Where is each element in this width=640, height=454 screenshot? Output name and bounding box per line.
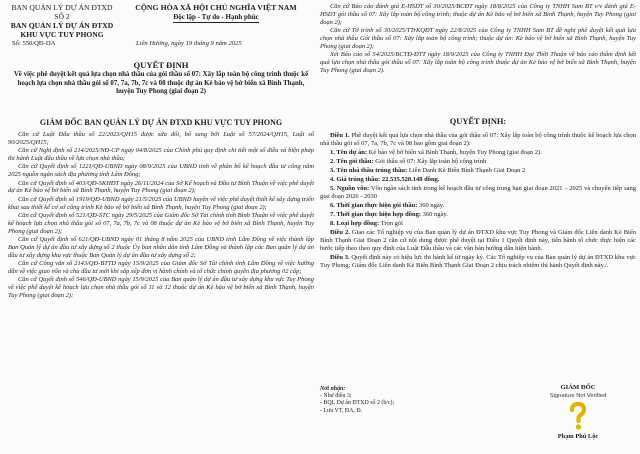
signer-name: Phạm Phú Lộc	[557, 433, 599, 440]
item-label: 6. Thời gian thực hiện gói thầu:	[330, 202, 418, 209]
legal-basis: Căn cứ Quyết định số 521/QĐ-STC ngày 29/5/2025 của Giám đốc Sở Tài chính tỉnh Bình Thuận về việc phê duyệt kế hoạch lựa chọn nhà thầu gói số 07, 7a, 7b, 7c và 08 thuộc dự án Kè bảo vệ bờ biển xã Bình Thạnh, huyện Tuy Phong (giai đoạn 2);	[8, 211, 314, 235]
legal-basis: Căn cứ Nghị định số 214/2025/NĐ-CP ngày 04/8/2025 của Chính phủ quy định chi tiết một số điều và biện pháp thi hành Luật đấu thầu về lựa chọn nhà thầu;	[8, 147, 314, 163]
item-value: 22.535.528.148 đồng.	[381, 176, 440, 183]
legal-basis: Xét Báo cáo số 54/2025/BCTĐ-ĐTT ngày 18/9/2025 của Công ty TNHH Đại Thời Thuận về báo cáo thẩm định kết quả lựa chọn nhà thầu gói thầu số 07: Xây lắp toàn bộ công trình thuộc dự án Kè bảo vệ bờ biển xã Bình Thạnh, huyện Tuy Phong (giai đoạn 2).	[320, 51, 636, 74]
agency-line-3: KHU VỰC TUY PHONG	[20, 30, 104, 39]
decision-title: QUYẾT ĐỊNH	[133, 60, 189, 70]
recipient-item: - Như điều 3;	[320, 393, 352, 400]
item-value: 360 ngày.	[422, 211, 448, 218]
article-2-head: Điều 2.	[330, 229, 350, 236]
legal-basis: Căn cứ Báo cáo đánh giá E-HSDT số 30/2025/BCĐT ngày 18/8/2025 của Công ty TNHH Sam BT v/v đánh giá E-HSDT gói thầu số 07: Xây lắp toàn bộ công trình; thuộc dự án Kè bảo vệ bờ biển xã Bình Thạnh, huyện Tuy Phong (giai đoạn 2);	[320, 3, 636, 26]
article-1-item	[320, 167, 636, 175]
legal-bases-right	[320, 3, 636, 75]
article-1-head: Điều 1.	[330, 132, 350, 139]
agency-line-1: BAN QUẢN LÝ DỰ ÁN ĐTXD SỐ 2	[11, 3, 113, 21]
recipient-item: - BQL Dự án ĐTXD số 2 (b/c);	[320, 400, 395, 407]
question-mark-icon	[565, 401, 591, 431]
legal-basis: Căn cứ Quyết định số 1221/QĐ-UBND ngày 08/9/2025 của UBND tỉnh về phân bổ kế hoạch đầu tư công năm 2025 nguồn ngân sách địa phương tỉnh Lâm Đồng;	[8, 163, 314, 179]
item-value: Gói thầu số 07: Xây lắp toàn bộ công trình	[375, 158, 487, 165]
legal-basis: Căn cứ Tờ trình số 30/2025/TTrKQĐT ngày 22/8/2025 của Công ty TNHH Sam BT đề nghị phê duyệt kết quả lựa chọn nhà thầu Gói thầu số 07: Xây lắp toàn bộ công trình; thuộc dự án: Kè bảo vệ bờ biển xã Bình Thạnh, huyện Tuy Phong (giai đoạn 2);	[320, 27, 636, 50]
article-3-text: Quyết định này có hiệu lực thi hành kể từ ngày ký. Các Tổ nghiệp vụ của Ban quản lý dự án ĐTXD khu vực Tuy Phong; Giám đốc Liên danh Kè Biển Bình Thạnh Giai Đoạn 2 chịu trách nhiệm thi hành Quyết định này./.	[320, 254, 636, 269]
article-3	[320, 254, 636, 270]
legal-basis: Căn cứ Quyết định số 546/QĐ-UBND ngày 15/9/2025 của Ban quản lý dự án đầu tư xây dựng khu vực Tuy Phong về việc phê duyệt kế hoạch lựa chọn nhà thầu gói số 11 và 12 thuộc dự án Kè bảo vệ bờ biển xã Bình Thạnh, huyện Tuy Phong (giai đoạn 2);	[8, 276, 314, 299]
legal-basis: Căn cứ Quyết định số 621/QĐ-UBND ngày 01 tháng 8 năm 2025 của UBND tỉnh Lâm Đồng về việc thành lập Ban Quản lý dự án đầu tư xây dựng số 2 thuộc Ủy ban nhân dân tỉnh Lâm Đồng và thành lập các Ban quản lý dự án đầu tư xây dựng khu vực thuộc Ban Quản lý dự án đầu tư xây dựng số 2;	[8, 235, 314, 259]
national-motto: Độc lập - Tự do - Hạnh phúc	[173, 13, 259, 24]
legal-basis: Căn cứ Luật Đấu thầu số 22/2023/QH15 được sửa đổi, bổ sung bởi Luật số 57/2024/QH15, Luật số 90/2025/QH15;	[8, 131, 314, 146]
document-number: Số: 550/QĐ-DA	[12, 40, 56, 47]
article-1-item	[320, 185, 636, 201]
national-header	[116, 3, 316, 23]
article-1-item	[320, 211, 636, 219]
article-1-text: Phê duyệt kết quả lựa chọn nhà thầu của gói thầu số 07: Xây lắp toàn bộ công trình thuộc kế hoạch lựa chọn nhà thầu gói số 07, 7a, 7b, 7c và 08 bao gồm giai đoạn 2):	[320, 132, 637, 147]
article-1-item	[320, 202, 636, 210]
legal-bases-left	[8, 131, 314, 300]
item-value: Trọn gói	[380, 220, 403, 227]
legal-basis: Căn cứ Quyết định số 403/QĐ-SKHĐT ngày 26/11/2024 của Sở Kế hoạch và Đầu tư Bình Thuận về việc phê duyệt dự án Kè bảo vệ bờ biển xã Bình Thạnh, huyện Tuy Phong (giai đoạn 2);	[8, 179, 314, 195]
issuing-authority: GIÁM ĐỐC BAN QUẢN LÝ DỰ ÁN ĐTXD KHU VỰC TUY PHONG	[39, 118, 283, 127]
article-2-text: Giao các Tổ nghiệp vụ của Ban quản lý dự án ĐTXD khu vực Tuy Phong và Giám đốc Liên danh Kè Biển Bình Thạnh Giai Đoạn 2 căn cứ nội dung được phê duyệt tại Điều 1 Quyết định này, tiến hành tổ chức thực hiện các bước tiếp theo theo quy định của Luật Đấu thầu và các văn bản hướng dẫn hiện hành.	[320, 229, 636, 252]
article-1-item	[320, 158, 636, 166]
article-3-head: Điều 3.	[330, 254, 350, 261]
item-value: Liên Danh Kè Biển Bình Thạnh Giai Đoạn 2	[408, 167, 526, 174]
item-value: Kè bảo vệ bờ biển xã Bình Thạnh, huyện Tuy Phong (giai đoạn 2).	[368, 149, 542, 156]
issuing-agency	[6, 3, 118, 39]
article-1-item	[320, 220, 636, 228]
document-left-column	[6, 0, 316, 454]
signature-status: Signature Not Verified	[549, 393, 607, 399]
item-label: 3. Tên nhà thầu trúng thầu:	[330, 167, 408, 174]
recipients-block	[320, 386, 394, 415]
item-value: 360 ngày.	[419, 202, 445, 209]
item-label: 2. Tên gói thầu:	[330, 158, 374, 165]
item-label: 5. Nguồn vốn:	[330, 185, 370, 192]
place-and-date: Liên Hương, ngày 19 tháng 9 năm 2025	[136, 40, 242, 47]
document-footer	[320, 384, 636, 452]
signature-block	[528, 384, 628, 440]
nation-title: CỘNG HÒA XÃ HỘI CHỦ NGHĨA VIỆT NAM	[135, 3, 297, 12]
signer-role: GIÁM ĐỐC	[560, 384, 596, 391]
legal-basis: Căn cứ Quyết định số 1919/QĐ-UBND ngày 21/5/2025 của UBND huyện về việc phê duyệt thiết kế xây dựng triển khai sau thiết kế cơ sở công trình Kè bảo vệ bờ biển xã Bình Thạnh, huyện Tuy Phong (giai đoạn 2);	[8, 195, 314, 211]
item-label: 4. Giá trúng thầu:	[330, 176, 381, 183]
article-1-item	[320, 176, 636, 184]
article-1	[320, 132, 636, 148]
article-1-item	[320, 149, 636, 157]
item-label: 1. Tên dự án:	[330, 149, 368, 156]
agency-line-2: BAN QUẢN LÝ DỰ ÁN ĐTXD	[10, 21, 114, 30]
recipients-heading: Nơi nhận:	[320, 386, 346, 392]
item-label: 7. Thời gian thực hiện hợp đồng:	[330, 211, 421, 218]
decision-subject: Về việc phê duyệt kết quả lựa chọn nhà thầu của gói thầu số 07: Xây lắp toàn bộ công trình thuộc kế hoạch lựa chọn nhà thầu gói số 07, 7a, 7b, 7c và 08 thuộc dự án Kè bảo vệ bờ biển xã Bình Thạnh, huyện Tuy Phong (giai đoạn 2)	[13, 71, 309, 96]
item-label: 8. Loại hợp đồng:	[330, 220, 380, 227]
legal-basis: Căn cứ Công văn số 2143/QĐ-BTTD ngày 15/9/2025 của Giám đốc Sở Tài chính tỉnh Lâm Đồng về việc hướng dẫn về việc giao vốn và chủ đầu tư mới khi sắp xếp đơn vị hành chính và tổ chức chính quyền địa phương 02 cấp;	[8, 260, 314, 275]
item-value: Vốn ngân sách tỉnh trong kế hoạch đầu tư công trung hạn giai đoạn 2021 – 2025 và chuyển tiếp sang giai đoạn 2026 - 2030	[320, 185, 636, 200]
decision-articles	[320, 132, 636, 271]
article-2	[320, 229, 636, 253]
decides-heading: QUYẾT ĐỊNH:	[449, 117, 507, 126]
recipient-item: - Lưu VT, ĐA, Đ.	[320, 407, 363, 414]
document-right-column	[320, 0, 636, 454]
